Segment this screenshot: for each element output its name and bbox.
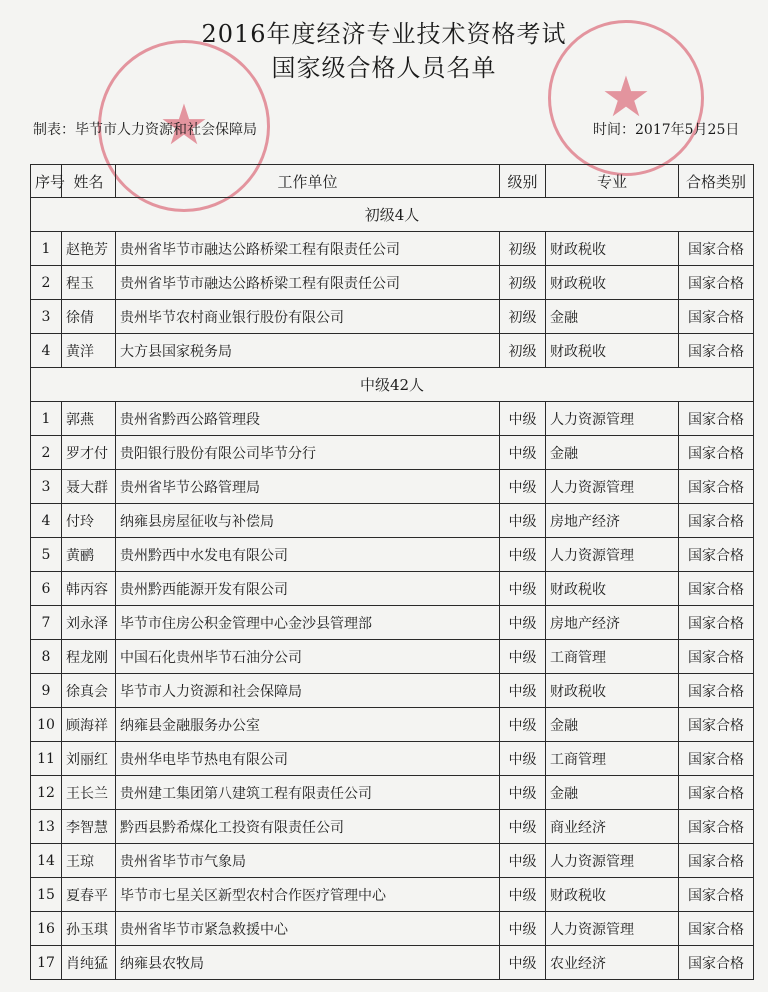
major: 金融	[546, 436, 679, 470]
person-name: 刘永泽	[62, 606, 116, 640]
work-unit: 毕节市七星关区新型农村合作医疗管理中心	[116, 878, 500, 912]
qualification-type: 国家合格	[679, 232, 754, 266]
level: 初级	[500, 300, 546, 334]
level: 初级	[500, 266, 546, 300]
level: 中级	[500, 436, 546, 470]
major: 农业经济	[546, 946, 679, 980]
row-number: 3	[31, 470, 62, 504]
level: 中级	[500, 810, 546, 844]
table-row	[31, 742, 754, 776]
qualification-type: 国家合格	[679, 300, 754, 334]
major: 人力资源管理	[546, 844, 679, 878]
work-unit: 贵阳银行股份有限公司毕节分行	[116, 436, 500, 470]
qualification-type: 国家合格	[679, 640, 754, 674]
table-row	[31, 810, 754, 844]
major: 财政税收	[546, 266, 679, 300]
work-unit: 纳雍县金融服务办公室	[116, 708, 500, 742]
level: 中级	[500, 844, 546, 878]
person-name: 徐倩	[62, 300, 116, 334]
work-unit: 黔西县黔希煤化工投资有限责任公司	[116, 810, 500, 844]
section-row	[31, 368, 754, 402]
table-row	[31, 946, 754, 980]
row-number: 17	[31, 946, 62, 980]
col-header-type: 合格类别	[679, 165, 754, 198]
seal-star-icon: ★	[600, 65, 652, 130]
major: 房地产经济	[546, 504, 679, 538]
person-name: 黄鹂	[62, 538, 116, 572]
col-header-no: 序号	[31, 165, 62, 198]
row-number: 1	[31, 232, 62, 266]
work-unit: 贵州华电毕节热电有限公司	[116, 742, 500, 776]
qualification-type: 国家合格	[679, 708, 754, 742]
major: 金融	[546, 300, 679, 334]
work-unit: 大方县国家税务局	[116, 334, 500, 368]
page-subtitle: 国家级合格人员名单	[271, 54, 497, 82]
qualification-type: 国家合格	[679, 912, 754, 946]
section-row	[31, 198, 754, 232]
work-unit: 贵州黔西中水发电有限公司	[116, 538, 500, 572]
work-unit: 毕节市人力资源和社会保障局	[116, 674, 500, 708]
page-title: 2016年度经济专业技术资格考试	[201, 20, 567, 48]
row-number: 4	[31, 334, 62, 368]
qualification-type: 国家合格	[679, 572, 754, 606]
person-name: 罗才付	[62, 436, 116, 470]
major: 人力资源管理	[546, 912, 679, 946]
level: 中级	[500, 946, 546, 980]
major: 工商管理	[546, 640, 679, 674]
table-row	[31, 844, 754, 878]
level: 初级	[500, 232, 546, 266]
issuer-label: 制表：毕节市人力资源和社会保障局	[33, 122, 257, 138]
level: 中级	[500, 878, 546, 912]
qualification-type: 国家合格	[679, 844, 754, 878]
table-row	[31, 674, 754, 708]
table-row	[31, 232, 754, 266]
qualification-type: 国家合格	[679, 742, 754, 776]
level: 中级	[500, 640, 546, 674]
table-row	[31, 504, 754, 538]
person-name: 徐真会	[62, 674, 116, 708]
col-header-level: 级别	[500, 165, 546, 198]
level: 中级	[500, 402, 546, 436]
major: 财政税收	[546, 878, 679, 912]
qualification-type: 国家合格	[679, 606, 754, 640]
table-row	[31, 470, 754, 504]
table-row	[31, 538, 754, 572]
qualification-type: 国家合格	[679, 776, 754, 810]
work-unit: 中国石化贵州毕节石油分公司	[116, 640, 500, 674]
row-number: 2	[31, 266, 62, 300]
level: 中级	[500, 708, 546, 742]
qualification-type: 国家合格	[679, 504, 754, 538]
qualification-type: 国家合格	[679, 266, 754, 300]
row-number: 11	[31, 742, 62, 776]
date-label: 时间：2017年5月25日	[593, 122, 740, 138]
qualification-type: 国家合格	[679, 402, 754, 436]
person-name: 黄洋	[62, 334, 116, 368]
person-name: 刘丽红	[62, 742, 116, 776]
table-row	[31, 606, 754, 640]
major: 财政税收	[546, 334, 679, 368]
table-row	[31, 912, 754, 946]
table-body	[31, 198, 754, 980]
level: 中级	[500, 504, 546, 538]
level: 中级	[500, 538, 546, 572]
person-name: 王琼	[62, 844, 116, 878]
work-unit: 贵州毕节农村商业银行股份有限公司	[116, 300, 500, 334]
major: 财政税收	[546, 232, 679, 266]
table-row	[31, 708, 754, 742]
row-number: 7	[31, 606, 62, 640]
level: 中级	[500, 572, 546, 606]
major: 房地产经济	[546, 606, 679, 640]
work-unit: 贵州黔西能源开发有限公司	[116, 572, 500, 606]
table-row	[31, 402, 754, 436]
person-name: 程龙刚	[62, 640, 116, 674]
row-number: 13	[31, 810, 62, 844]
person-name: 付玲	[62, 504, 116, 538]
row-number: 8	[31, 640, 62, 674]
row-number: 12	[31, 776, 62, 810]
col-header-major: 专业	[546, 165, 679, 198]
table-header-row	[31, 165, 754, 198]
person-name: 聂大群	[62, 470, 116, 504]
work-unit: 贵州省毕节市融达公路桥梁工程有限责任公司	[116, 232, 500, 266]
row-number: 14	[31, 844, 62, 878]
table-row	[31, 572, 754, 606]
person-name: 顾海祥	[62, 708, 116, 742]
major: 人力资源管理	[546, 402, 679, 436]
major: 商业经济	[546, 810, 679, 844]
level: 中级	[500, 674, 546, 708]
level: 中级	[500, 470, 546, 504]
level: 中级	[500, 742, 546, 776]
row-number: 5	[31, 538, 62, 572]
person-name: 郭燕	[62, 402, 116, 436]
work-unit: 贵州省黔西公路管理段	[116, 402, 500, 436]
col-header-name: 姓名	[62, 165, 116, 198]
row-number: 10	[31, 708, 62, 742]
work-unit: 贵州省毕节市气象局	[116, 844, 500, 878]
row-number: 16	[31, 912, 62, 946]
qualification-type: 国家合格	[679, 878, 754, 912]
major: 人力资源管理	[546, 538, 679, 572]
work-unit: 贵州省毕节市融达公路桥梁工程有限责任公司	[116, 266, 500, 300]
work-unit: 贵州建工集团第八建筑工程有限责任公司	[116, 776, 500, 810]
person-name: 夏春平	[62, 878, 116, 912]
work-unit: 纳雍县农牧局	[116, 946, 500, 980]
qualification-type: 国家合格	[679, 946, 754, 980]
person-name: 韩丙容	[62, 572, 116, 606]
level: 初级	[500, 334, 546, 368]
table-row	[31, 436, 754, 470]
table-row	[31, 300, 754, 334]
row-number: 4	[31, 504, 62, 538]
table-row	[31, 334, 754, 368]
qualified-list-table	[30, 164, 754, 980]
row-number: 9	[31, 674, 62, 708]
major: 工商管理	[546, 742, 679, 776]
row-number: 1	[31, 402, 62, 436]
level: 中级	[500, 776, 546, 810]
person-name: 程玉	[62, 266, 116, 300]
work-unit: 贵州省毕节公路管理局	[116, 470, 500, 504]
qualification-type: 国家合格	[679, 334, 754, 368]
section-label: 初级4人	[31, 198, 754, 232]
table-row	[31, 266, 754, 300]
major: 财政税收	[546, 674, 679, 708]
person-name: 李智慧	[62, 810, 116, 844]
qualification-type: 国家合格	[679, 810, 754, 844]
work-unit: 纳雍县房屋征收与补偿局	[116, 504, 500, 538]
table-row	[31, 878, 754, 912]
person-name: 孙玉琪	[62, 912, 116, 946]
person-name: 王长兰	[62, 776, 116, 810]
level: 中级	[500, 912, 546, 946]
qualification-type: 国家合格	[679, 538, 754, 572]
table-row	[31, 776, 754, 810]
work-unit: 毕节市住房公积金管理中心金沙县管理部	[116, 606, 500, 640]
qualification-type: 国家合格	[679, 470, 754, 504]
major: 金融	[546, 776, 679, 810]
row-number: 15	[31, 878, 62, 912]
qualification-type: 国家合格	[679, 674, 754, 708]
col-header-unit: 工作单位	[116, 165, 500, 198]
person-name: 肖纯猛	[62, 946, 116, 980]
qualification-type: 国家合格	[679, 436, 754, 470]
section-label: 中级42人	[31, 368, 754, 402]
table-row	[31, 640, 754, 674]
row-number: 6	[31, 572, 62, 606]
level: 中级	[500, 606, 546, 640]
person-name: 赵艳芳	[62, 232, 116, 266]
row-number: 2	[31, 436, 62, 470]
work-unit: 贵州省毕节市紧急救援中心	[116, 912, 500, 946]
row-number: 3	[31, 300, 62, 334]
seal-star-icon: ★	[158, 93, 210, 158]
major: 财政税收	[546, 572, 679, 606]
major: 金融	[546, 708, 679, 742]
major: 人力资源管理	[546, 470, 679, 504]
